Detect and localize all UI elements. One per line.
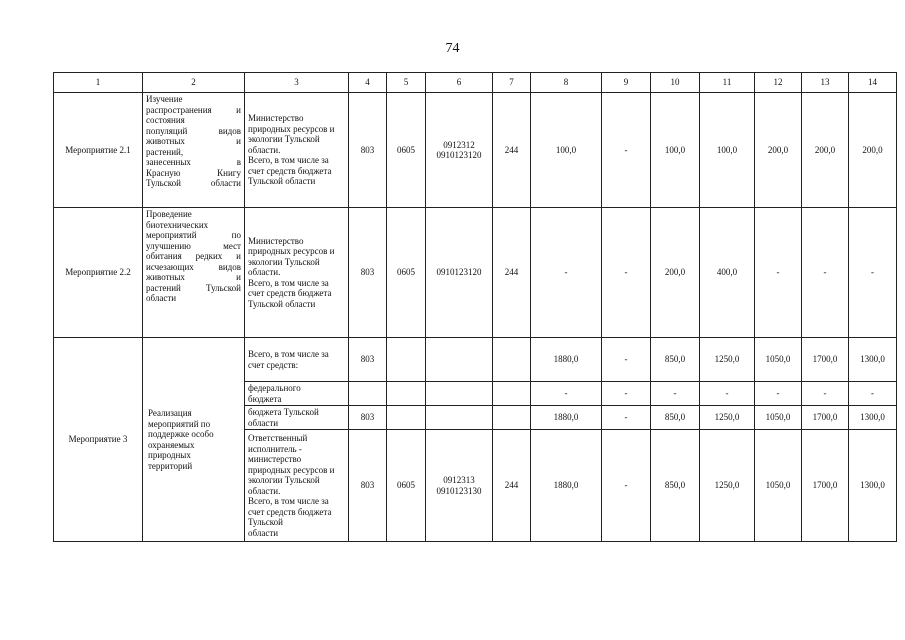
rzpr-code [387, 406, 426, 430]
text-line: экологии Тульской [248, 475, 320, 485]
text-line: природных ресурсов и [248, 123, 335, 134]
vr-code: 244 [493, 208, 531, 338]
value-cell: - [755, 208, 802, 338]
value-cell: 200,0 [849, 93, 897, 208]
text-line: 0912313 [443, 475, 475, 485]
text-line: бюджета Тульской [248, 407, 319, 417]
text-line: Реализация [148, 408, 192, 418]
grbs-code: 803 [349, 208, 387, 338]
vr-code: 244 [493, 93, 531, 208]
grbs-code: 803 [349, 338, 387, 382]
activity-description [143, 208, 245, 338]
value-cell: 400,0 [700, 208, 755, 338]
text-line: животных и [146, 136, 241, 146]
text-line: природных ресурсов и [248, 464, 335, 475]
text-line: территорий [148, 460, 193, 471]
value-cell: 850,0 [651, 406, 700, 430]
value-cell: 850,0 [651, 430, 700, 542]
column-number: 14 [849, 73, 897, 93]
csr-code [426, 382, 493, 406]
responsible-executor [245, 208, 349, 338]
column-number: 9 [602, 73, 651, 93]
column-number-row [54, 73, 897, 93]
value-cell: - [849, 208, 897, 338]
rzpr-code: 0605 [387, 93, 426, 208]
text-line: Ответственный [248, 433, 308, 443]
value-cell: 1880,0 [531, 406, 602, 430]
value-cell: 200,0 [755, 93, 802, 208]
value-cell: - [602, 382, 651, 406]
column-number: 10 [651, 73, 700, 93]
text-line: Всего, в том числе за [248, 155, 329, 166]
text-line: биотехнических [146, 219, 209, 230]
text-line: экологии Тульской [248, 134, 320, 145]
value-cell: 1700,0 [802, 406, 849, 430]
text-line: улучшению мест [146, 240, 241, 251]
table-row [54, 93, 897, 208]
rzpr-code: 0605 [387, 208, 426, 338]
text-line: исчезающих видов [146, 261, 241, 272]
text-line: области [146, 293, 177, 303]
csr-code [426, 208, 493, 338]
text-line: федерального [248, 383, 301, 393]
value-cell: - [531, 208, 602, 338]
text-line: животных и [146, 272, 241, 282]
rzpr-code: 0605 [387, 430, 426, 542]
text-line: 0910123120 [436, 150, 482, 160]
text-line: обитания редких и [146, 251, 241, 261]
text-line: поддержке особо [148, 429, 214, 439]
column-number: 2 [143, 73, 245, 93]
text-line: области. [248, 485, 281, 496]
text-line: Всего, в том числе за [248, 349, 329, 359]
text-line: Всего, в том числе за [248, 496, 329, 506]
vr-code: 244 [493, 430, 531, 542]
text-line: счет средств бюджета [248, 506, 332, 517]
value-cell: 1700,0 [802, 338, 849, 382]
text-line: Тульской области [146, 178, 241, 188]
value-cell: 1300,0 [849, 406, 897, 430]
text-line: бюджета [248, 393, 282, 404]
text-line: области [248, 527, 279, 538]
value-cell: 1300,0 [849, 338, 897, 382]
column-number: 3 [245, 73, 349, 93]
text-line: области. [248, 267, 281, 278]
value-cell: 200,0 [651, 208, 700, 338]
vr-code [493, 382, 531, 406]
text-line: популяций видов [146, 125, 241, 136]
column-number: 7 [493, 73, 531, 93]
table-row [54, 338, 897, 382]
value-cell: - [651, 382, 700, 406]
value-cell: - [802, 382, 849, 406]
column-number: 11 [700, 73, 755, 93]
value-cell: - [602, 208, 651, 338]
text-line: Красную Книгу [146, 167, 241, 178]
responsible-executor [245, 93, 349, 208]
text-line: мероприятий по [148, 418, 211, 429]
responsible-executor [245, 430, 349, 542]
vr-code [493, 406, 531, 430]
activity-name: Мероприятие 2.2 [54, 208, 143, 338]
value-cell: - [602, 93, 651, 208]
activity-name: Мероприятие 3 [54, 338, 143, 542]
rzpr-code [387, 338, 426, 382]
value-cell: 1880,0 [531, 338, 602, 382]
text-line: Министерство [248, 235, 304, 246]
value-cell: - [849, 382, 897, 406]
table-row [54, 208, 897, 338]
value-cell: 1050,0 [755, 430, 802, 542]
activity-name: Мероприятие 2.1 [54, 93, 143, 208]
text-line: счет средств бюджета [248, 165, 332, 176]
text-line: Проведение [146, 209, 192, 219]
text-line: охраняемых [148, 439, 195, 450]
text-line: области. [248, 144, 281, 155]
text-line: Министерство [248, 113, 304, 124]
text-line: 0910123130 [436, 485, 482, 496]
column-number: 8 [531, 73, 602, 93]
text-line: счет средств: [248, 359, 299, 370]
text-line: состояния [146, 115, 185, 125]
csr-code [426, 338, 493, 382]
csr-code [426, 430, 493, 542]
value-cell: 850,0 [651, 338, 700, 382]
csr-code [426, 406, 493, 430]
text-line: 0910123120 [436, 267, 482, 278]
value-cell: 1250,0 [700, 406, 755, 430]
text-line: растений, [146, 146, 184, 157]
value-cell: 100,0 [531, 93, 602, 208]
value-cell: - [802, 208, 849, 338]
value-cell: - [755, 382, 802, 406]
value-cell: 1250,0 [700, 430, 755, 542]
value-cell: - [602, 430, 651, 542]
value-cell: 1700,0 [802, 430, 849, 542]
text-line: Всего, в том числе за [248, 277, 329, 288]
column-number: 5 [387, 73, 426, 93]
value-cell: 100,0 [651, 93, 700, 208]
value-cell: - [531, 382, 602, 406]
responsible-executor [245, 338, 349, 382]
value-cell: - [602, 338, 651, 382]
value-cell: 200,0 [802, 93, 849, 208]
column-number: 6 [426, 73, 493, 93]
activity-description [143, 93, 245, 208]
responsible-executor [245, 406, 349, 430]
grbs-code: 803 [349, 406, 387, 430]
value-cell: 1050,0 [755, 338, 802, 382]
value-cell: 100,0 [700, 93, 755, 208]
text-line: области [248, 417, 279, 428]
page-number: 74 [445, 41, 460, 56]
text-line: экологии Тульской [248, 256, 320, 267]
value-cell: 1300,0 [849, 430, 897, 542]
column-number: 13 [802, 73, 849, 93]
text-line: Тульской [248, 517, 283, 527]
text-line: 0912312 [443, 139, 475, 150]
text-line: Тульской области [248, 176, 316, 187]
text-line: природных ресурсов и [248, 246, 335, 257]
text-line: министерство [248, 454, 302, 464]
text-line: распространения и [146, 104, 241, 115]
activity-description [143, 338, 245, 542]
column-number: 12 [755, 73, 802, 93]
text-line: мероприятий по [146, 230, 241, 240]
value-cell: 1050,0 [755, 406, 802, 430]
text-line: растений Тульской [146, 282, 241, 293]
value-cell: 1880,0 [531, 430, 602, 542]
value-cell: - [700, 382, 755, 406]
value-cell: - [602, 406, 651, 430]
text-line: Изучение [146, 94, 183, 104]
program-activities-table [53, 72, 897, 542]
csr-code [426, 93, 493, 208]
text-line: природных [148, 450, 191, 460]
vr-code [493, 338, 531, 382]
grbs-code: 803 [349, 430, 387, 542]
grbs-code [349, 382, 387, 406]
value-cell: 1250,0 [700, 338, 755, 382]
text-line: исполнитель - [248, 443, 302, 454]
text-line: Тульской области [248, 298, 316, 309]
text-line: занесенных в [146, 157, 241, 167]
column-number: 1 [54, 73, 143, 93]
responsible-executor [245, 382, 349, 406]
column-number: 4 [349, 73, 387, 93]
rzpr-code [387, 382, 426, 406]
grbs-code: 803 [349, 93, 387, 208]
text-line: счет средств бюджета [248, 288, 332, 299]
